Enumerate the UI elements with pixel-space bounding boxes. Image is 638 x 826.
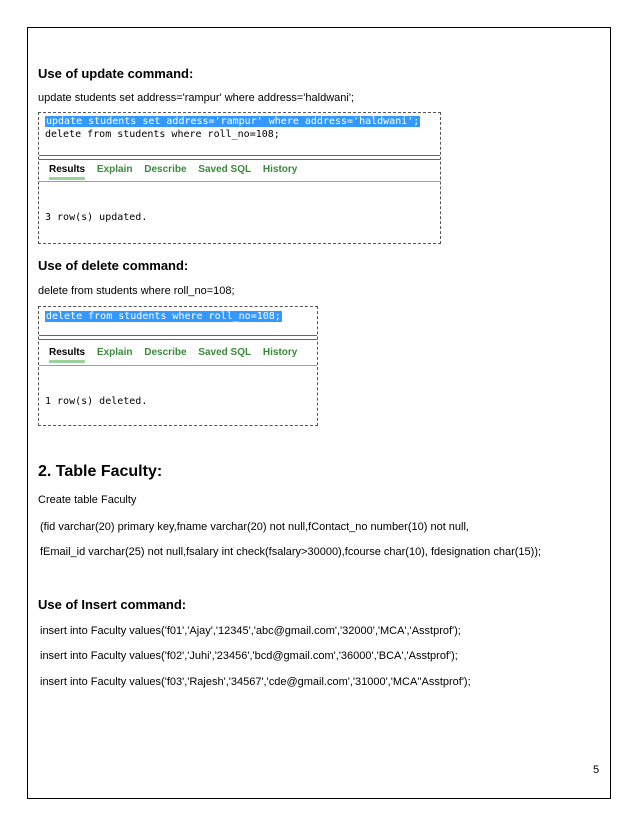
tab-explain[interactable]: Explain: [96, 164, 133, 175]
page-number: 5: [593, 764, 600, 776]
create-table-line: Create table Faculty: [38, 494, 137, 506]
tab-results[interactable]: Results: [49, 164, 85, 180]
sql-line-1: update students set address='rampur' where address='haldwani';: [46, 116, 420, 127]
delete-statement: delete from students where roll_no=108;: [38, 285, 235, 297]
tabs-underline: [39, 181, 440, 182]
editor-separator: [39, 155, 440, 156]
result-tabs: [49, 164, 306, 175]
insert-heading: Use of Insert command:: [38, 597, 187, 612]
tab-saved-sql[interactable]: Saved SQL: [198, 164, 252, 175]
tabs-underline: [39, 365, 317, 366]
insert-line-2: insert into Faculty values('f02','Juhi','23456','bcd@gmail.com','36000','BCA','Asstprof');: [40, 650, 458, 662]
delete-sql-screenshot: [38, 306, 318, 426]
faculty-heading: 2. Table Faculty:: [38, 463, 163, 480]
result-message: 1 row(s) deleted.: [45, 396, 148, 407]
insert-line-3: insert into Faculty values('f03','Rajesh','34567','cde@gmail.com','31000','MCA''Asstprof');: [40, 676, 471, 688]
editor-separator: [39, 335, 317, 336]
sql-line-2: delete from students where roll_no=108;: [45, 129, 280, 140]
tab-describe[interactable]: Describe: [144, 347, 187, 358]
update-statement: update students set address='rampur' where address='haldwani';: [38, 92, 354, 104]
tab-history[interactable]: History: [262, 347, 298, 358]
sql-line-1: delete from students where roll_no=108;: [46, 311, 281, 322]
table-definition-line-2: fEmail_id varchar(25) not null,fsalary int check(fsalary>30000),fcourse char(10), fdesignation char(15));: [40, 546, 542, 558]
update-sql-screenshot: [38, 112, 441, 244]
result-tabs: [49, 347, 306, 358]
editor-separator-2: [39, 159, 440, 160]
table-definition-line-1: (fid varchar(20) primary key,fname varchar(20) not null,fContact_no number(10) not null,: [40, 521, 469, 533]
editor-separator-2: [39, 339, 317, 340]
tab-describe[interactable]: Describe: [144, 164, 187, 175]
result-message: 3 row(s) updated.: [45, 212, 148, 223]
tab-history[interactable]: History: [262, 164, 298, 175]
tab-explain[interactable]: Explain: [96, 347, 133, 358]
delete-heading: Use of delete command:: [38, 258, 189, 273]
insert-line-1: insert into Faculty values('f01','Ajay','12345','abc@gmail.com','32000','MCA','Asstprof');: [40, 625, 461, 637]
update-heading: Use of update command:: [38, 66, 194, 81]
tab-results[interactable]: Results: [49, 347, 85, 363]
tab-saved-sql[interactable]: Saved SQL: [198, 347, 252, 358]
